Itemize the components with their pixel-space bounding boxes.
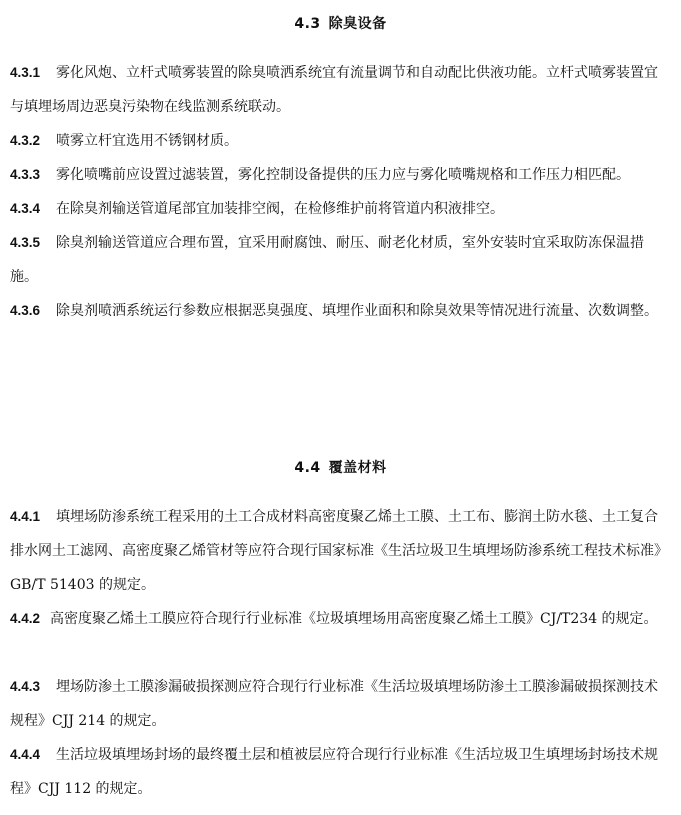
clause-4-4-4 — [10, 738, 671, 806]
section-heading-4-4 — [0, 458, 681, 478]
clause-number: 4.3.1 — [10, 65, 41, 80]
clause-4-4-2 — [10, 602, 671, 636]
section-heading-4-3 — [0, 14, 681, 34]
clause-text: 埋场防渗土工膜渗漏破损探测应符合现行行业标准《生活垃圾填埋场防渗土工膜渗漏破损探测技术规程》CJJ 214 的规定。 — [10, 679, 658, 729]
clause-text: 填埋场防渗系统工程采用的土工合成材料高密度聚乙烯土工膜、土工布、膨润土防水毯、土工复合排水网土工滤网、高密度聚乙烯管材等应符合现行国家标准《生活垃圾卫生填埋场防渗系统工程技术标准》GB/T 51403 的规定。 — [10, 509, 668, 593]
clause-text: 在除臭剂输送管道尾部宜加装排空阀，在检修维护前将管道内积液排空。 — [56, 201, 504, 217]
clause-text: 高密度聚乙烯土工膜应符合现行行业标准《垃圾填埋场用高密度聚乙烯土工膜》CJ/T234 的规定。 — [50, 611, 658, 627]
clause-text: 雾化风炮、立杆式喷雾装置的除臭喷洒系统宜有流量调节和自动配比供液功能。立杆式喷雾装置宜与填埋场周边恶臭污染物在线监测系统联动。 — [10, 65, 658, 115]
clause-text: 除臭剂输送管道应合理布置，宜采用耐腐蚀、耐压、耐老化材质，室外安装时宜采取防冻保温措施。 — [10, 235, 644, 285]
clause-number: 4.3.4 — [10, 201, 41, 216]
section-title: 覆盖材料 — [328, 460, 387, 476]
clause-4-3-4 — [10, 192, 671, 226]
clause-4-3-1 — [10, 56, 671, 124]
clause-4-3-3 — [10, 158, 671, 192]
clause-number: 4.4.2 — [10, 611, 41, 626]
clause-text: 生活垃圾填埋场封场的最终覆土层和植被层应符合现行行业标准《生活垃圾卫生填埋场封场技术规程》CJJ 112 的规定。 — [10, 747, 658, 797]
clause-4-3-6 — [10, 294, 671, 328]
clause-number: 4.4.4 — [10, 747, 41, 762]
clause-4-4-3 — [10, 670, 671, 738]
clause-4-4-1 — [10, 500, 671, 602]
clause-text: 雾化喷嘴前应设置过滤装置，雾化控制设备提供的压力应与雾化喷嘴规格和工作压力相匹配。 — [56, 167, 630, 183]
clause-text: 喷雾立杆宜选用不锈钢材质。 — [56, 133, 238, 149]
section-number: 4.3 — [294, 16, 321, 32]
clause-number: 4.3.2 — [10, 133, 41, 148]
clause-number: 4.3.5 — [10, 235, 41, 250]
clause-number: 4.4.3 — [10, 679, 41, 694]
section-title: 除臭设备 — [328, 16, 387, 32]
clause-text: 除臭剂喷洒系统运行参数应根据恶臭强度、填埋作业面积和除臭效果等情况进行流量、次数调整。 — [56, 303, 658, 319]
clause-4-3-5 — [10, 226, 671, 294]
clause-number: 4.4.1 — [10, 509, 41, 524]
clause-number: 4.3.6 — [10, 303, 41, 318]
section-number: 4.4 — [294, 460, 321, 476]
clause-4-3-2 — [10, 124, 671, 158]
clause-number: 4.3.3 — [10, 167, 41, 182]
